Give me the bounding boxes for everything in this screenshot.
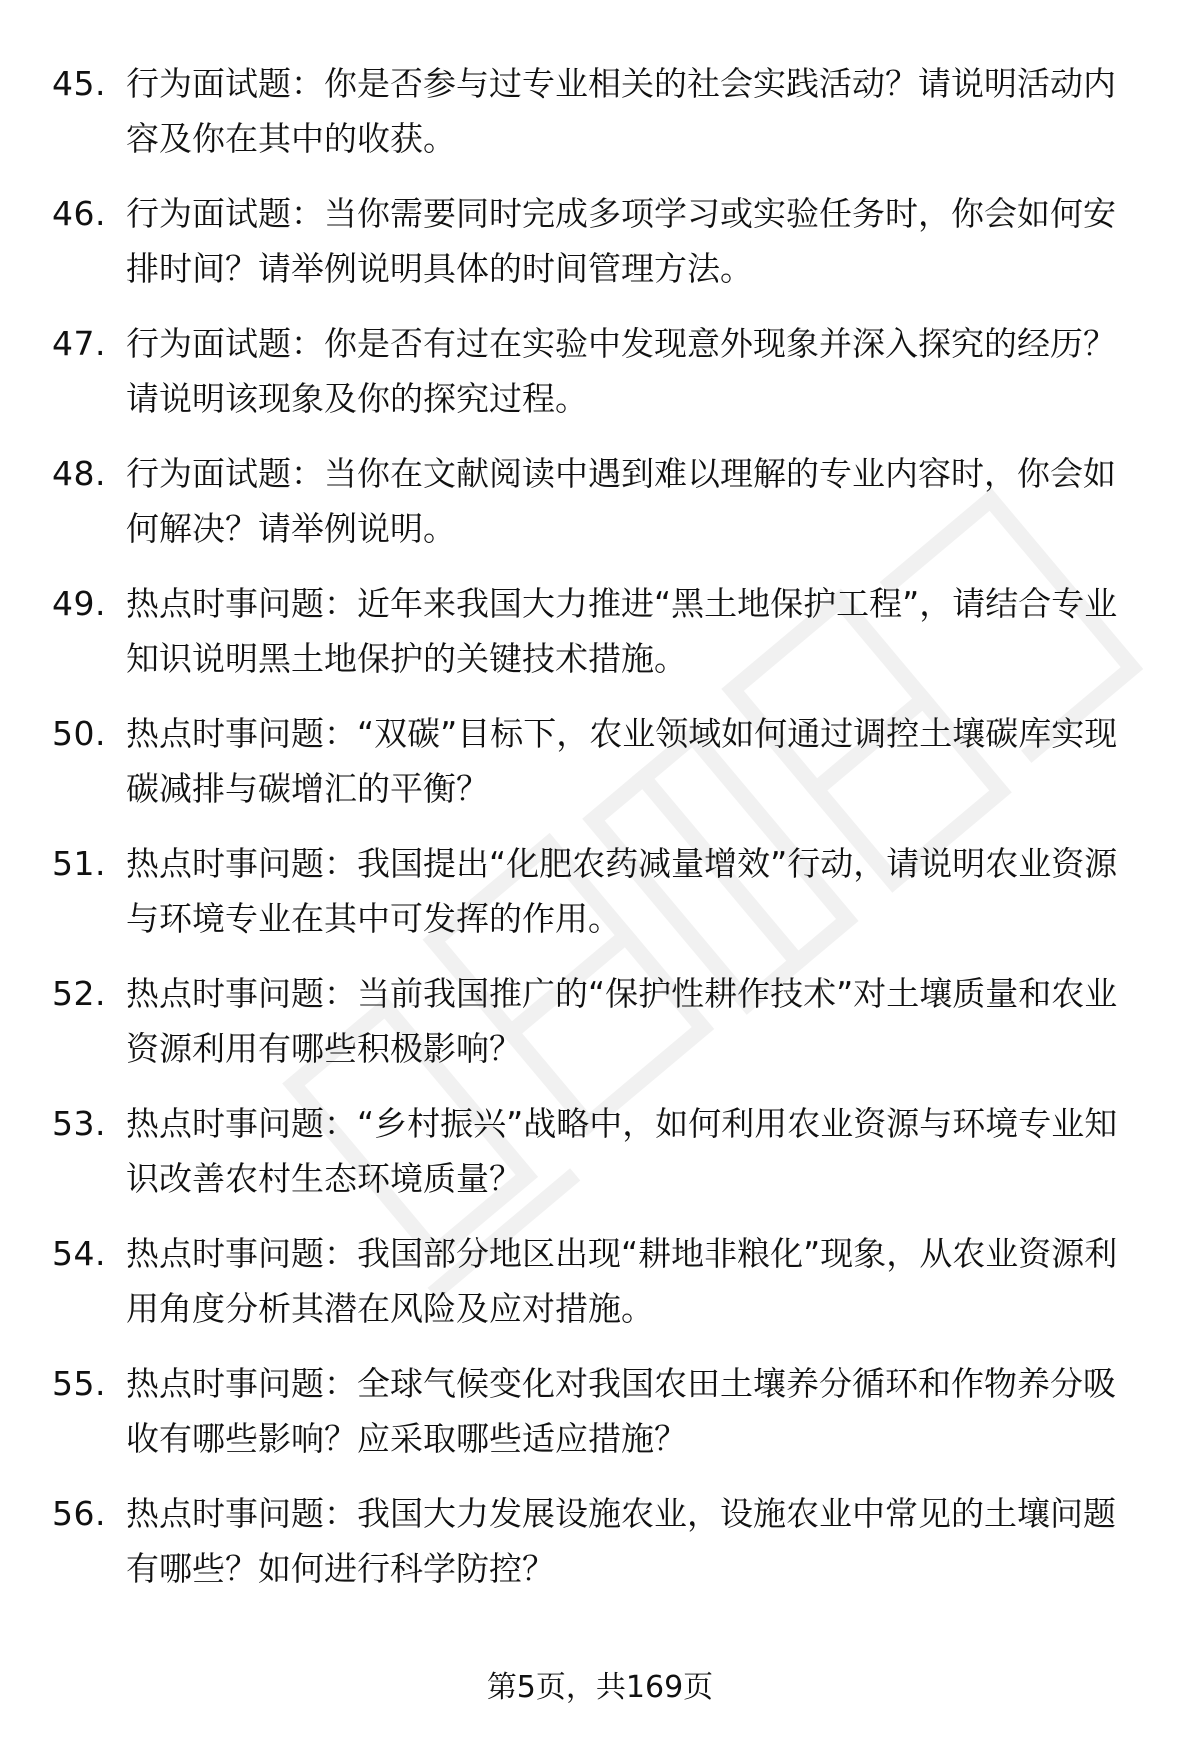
- question-item: [52, 1356, 1142, 1486]
- question-text: 行为面试题：你是否参与过专业相关的社会实践活动？请说明活动内容及你在其中的收获。: [126, 64, 1116, 158]
- question-item: [52, 446, 1142, 576]
- question-number: 45.: [52, 64, 106, 103]
- question-number: 46.: [52, 194, 106, 233]
- question-item: [52, 1486, 1142, 1616]
- question-item: [52, 836, 1142, 966]
- question-item: [52, 186, 1142, 316]
- question-number: 54.: [52, 1234, 106, 1273]
- question-item: [52, 316, 1142, 446]
- question-text: 热点时事问题：“双碳”目标下，农业领域如何通过调控土壤碳库实现碳减排与碳增汇的平衡？: [126, 714, 1118, 808]
- question-item: [52, 1226, 1142, 1356]
- question-text: 热点时事问题：我国提出“化肥农药减量增效”行动，请说明农业资源与环境专业在其中可发挥的作用。: [126, 844, 1118, 938]
- question-number: 50.: [52, 714, 106, 753]
- question-number: 48.: [52, 454, 106, 493]
- question-item: [52, 1096, 1142, 1226]
- question-item: [52, 966, 1142, 1096]
- question-list: [52, 56, 1142, 1616]
- question-item: [52, 56, 1142, 186]
- question-text: 热点时事问题：近年来我国大力推进“黑土地保护工程”，请结合专业知识说明黑土地保护的关键技术措施。: [126, 584, 1118, 678]
- question-item: [52, 706, 1142, 836]
- question-number: 53.: [52, 1104, 106, 1143]
- question-number: 56.: [52, 1494, 106, 1533]
- question-text: 热点时事问题：全球气候变化对我国农田土壤养分循环和作物养分吸收有哪些影响？应采取哪些适应措施？: [126, 1364, 1116, 1458]
- question-text: 热点时事问题：“乡村振兴”战略中，如何利用农业资源与环境专业知识改善农村生态环境质量？: [126, 1104, 1118, 1198]
- question-text: 热点时事问题：我国部分地区出现“耕地非粮化”现象，从农业资源利用角度分析其潜在风险及应对措施。: [126, 1234, 1118, 1328]
- question-number: 52.: [52, 974, 106, 1013]
- question-number: 55.: [52, 1364, 106, 1403]
- question-item: [52, 576, 1142, 706]
- question-text: 行为面试题：当你在文献阅读中遇到难以理解的专业内容时，你会如何解决？请举例说明。: [126, 454, 1116, 548]
- question-text: 热点时事问题：我国大力发展设施农业，设施农业中常见的土壤问题有哪些？如何进行科学防控？: [126, 1494, 1116, 1588]
- question-text: 热点时事问题：当前我国推广的“保护性耕作技术”对土壤质量和农业资源利用有哪些积极影响？: [126, 974, 1118, 1068]
- page-number-footer: 第5页，共169页: [486, 1670, 714, 1705]
- question-text: 行为面试题：你是否有过在实验中发现意外现象并深入探究的经历？请说明该现象及你的探究过程。: [126, 324, 1116, 418]
- question-text: 行为面试题：当你需要同时完成多项学习或实验任务时，你会如何安排时间？请举例说明具体的时间管理方法。: [126, 194, 1116, 288]
- question-number: 49.: [52, 584, 106, 623]
- question-number: 51.: [52, 844, 106, 883]
- question-number: 47.: [52, 324, 106, 363]
